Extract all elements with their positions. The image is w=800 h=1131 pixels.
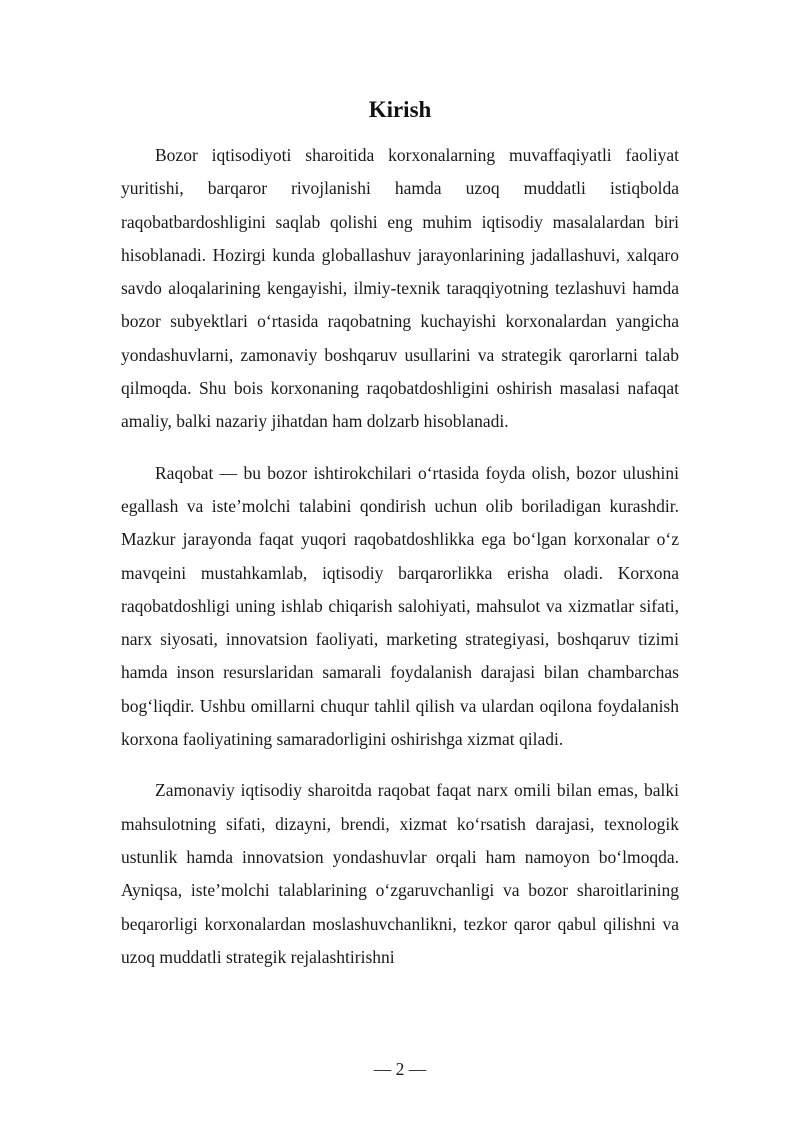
paragraph-3: Zamonaviy iqtisodiy sharoitda raqobat faqat narx omili bilan emas, balki mahsulotning sifati, dizayni, brendi, xizmat ko‘rsatish darajasi, texnologik ustunlik hamda innovatsion yondashuvlar orqali ham namoyon bo‘lmoqda. Ayniqsa, iste’molchi talablarining o‘zgaruvchanligi va bozor sharoitlarining beqarorligi korxonalardan moslashuvchanlikni, tezkor qaror qabul qilishni va uzoq muddatli strategik rejalashtirishni — [121, 780, 679, 967]
paragraph-2: Raqobat — bu bozor ishtirokchilari o‘rtasida foyda olish, bozor ulushini egallash va iste’molchi talabini qondirish uchun olib boriladigan kurashdir. Mazkur jarayonda faqat yuqori raqobatdoshlikka ega bo‘lgan korxonalar o‘z mavqeini mustahkamlab, iqtisodiy barqarorlikka erisha oladi. Korxona raqobatdoshligi uning ishlab chiqarish salohiyati, mahsulot va xizmatlar sifati, narx siyosati, innovatsion faoliyati, marketing strategiyasi, boshqaruv tizimi hamda inson resurslaridan samarali foydalanish darajasi bilan chambarchas bog‘liqdir. Ushbu omillarni chuqur tahlil qilish va ulardan oqilona foydalanish korxona faoliyatining samaradorligini oshirishga xizmat qiladi. — [121, 462, 679, 750]
paragraph-1: Bozor iqtisodiyoti sharoitida korxonalarning muvaffaqiyatli faoliyat yuritishi, barqaror rivojlanishi hamda uzoq muddatli istiqbolda raqobatbardoshligini saqlab qolishi eng muhim iqtisodiy masalalardan biri hisoblanadi. Hozirgi kunda globallashuv jarayonlarining jadallashuvi, xalqaro savdo aloqalarining kengayishi, ilmiy-texnik taraqqiyotning tezlashuvi hamda bozor subyektlari o‘rtasida raqobatning kuchayishi korxonalardan yangicha yondashuvlarni, zamonaviy boshqaruv usullarini va strategik qarorlarni talab qilmoqda. Shu bois korxonaning raqobatdoshligini oshirish masalasi nafaqat amaliy, balki nazariy jihatdan ham dolzarb hisoblanadi. — [121, 145, 679, 432]
page-title: Kirish — [368, 97, 432, 122]
page-number: — 2 — — [373, 1059, 427, 1079]
body-text — [121, 139, 679, 974]
